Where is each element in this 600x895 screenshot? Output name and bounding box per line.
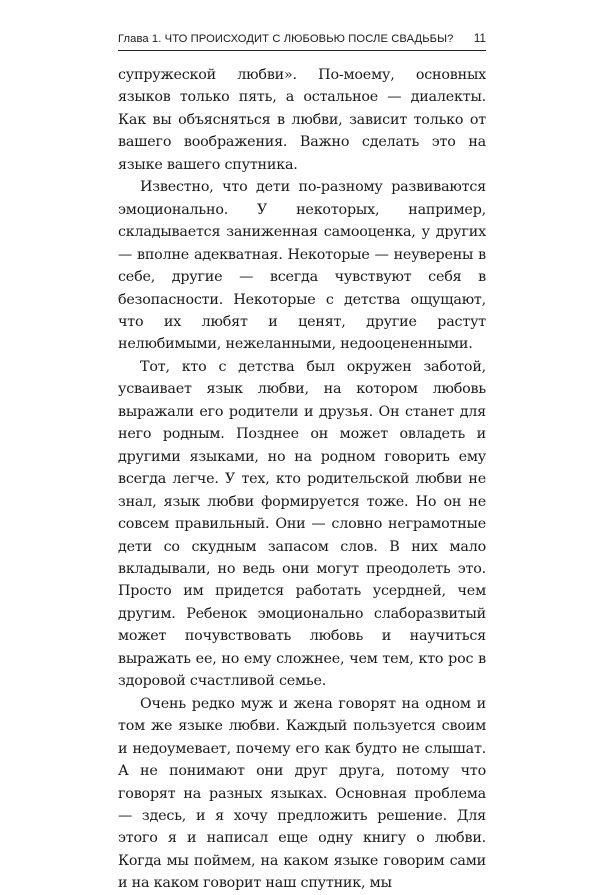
paragraph-2: Известно, что дети по-разному развиваются эмоционально. У некоторых, например, складывается заниженная самооценка, у других — вполне адекватная. Некоторые — неуверены в себе, другие — всегда чувствуют себя в безопасности. Некоторые с детства ощущают, что их любят и ценят, другие растут нелюбимыми, нежеланными, недооцененными. [118, 179, 486, 353]
chapter-title: Глава 1. ЧТО ПРОИСХОДИТ С ЛЮБОВЬЮ ПОСЛЕ СВАДЬБЫ? [118, 33, 454, 45]
page-number: 11 [473, 33, 486, 45]
paragraph-3: Тот, кто с детства был окружен заботой, усваивает язык любви, на котором любовь выражали его родители и друзья. Он станет для него родным. Позднее он может овладеть и другими языками, но на родном говорить ему всегда легче. У тех, кто родительской любви не знал, язык любви формируется тоже. Но он не совсем правильный. Они — словно неграмотные дети со скудным запасом слов. В них мало вкладывали, но ведь они могут преодолеть это. Просто им придется работать усердней, чем другим. Ребенок эмоционально слаборазвитый может почувствовать любовь и научиться выражать ее, но ему сложнее, чем тем, кто рос в здоровой счастливой семье. [118, 358, 486, 690]
running-header [118, 32, 486, 51]
paragraph-1: супружеской любви». По-моему, основных языков только пять, а остальное — диалекты. Как вы объясняться в любви, зависит только от вашего воображения. Важно сделать это на языке вашего спутника. [118, 67, 486, 173]
body-text [118, 64, 486, 895]
paragraph-4: Очень редко муж и жена говорят на одном и том же языке любви. Каждый пользуется своим и недоумевает, почему его как будто не слышат. А не понимают они друг друга, потому что говорят на разных языках. Основная проблема — здесь, и я хочу предложить решение. Для этого я и написал еще одну книгу о любви. Когда мы поймем, на каком языке говорим сами и на каком говорит наш спутник, мы [118, 695, 486, 892]
